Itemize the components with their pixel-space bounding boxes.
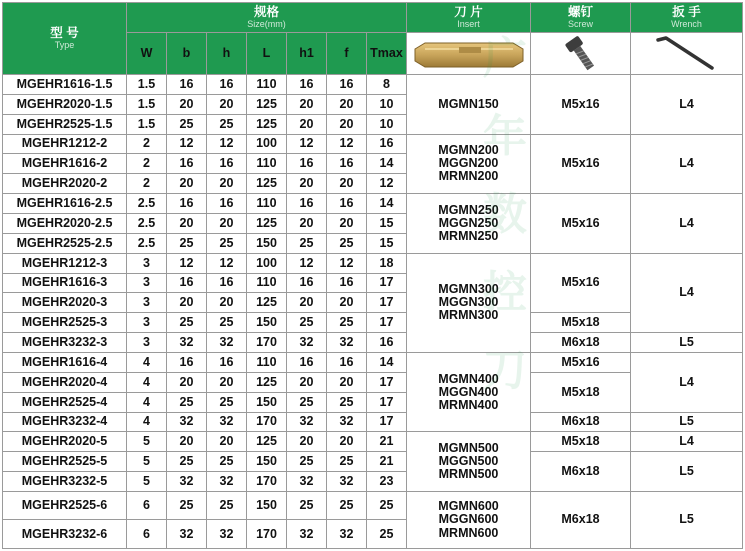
row-tmax: 10 — [367, 114, 407, 134]
row-h: 25 — [207, 114, 247, 134]
row-f: 16 — [327, 154, 367, 174]
row-w: 3 — [127, 293, 167, 313]
row-h: 32 — [207, 412, 247, 432]
type-header-cn: 型 号 — [50, 25, 79, 40]
row-f: 20 — [327, 174, 367, 194]
row-type: MGEHR1616-4 — [3, 353, 127, 373]
row-f: 12 — [327, 253, 367, 273]
row-f: 32 — [327, 412, 367, 432]
row-type: MGEHR2525-3 — [3, 313, 127, 333]
row-w: 6 — [127, 492, 167, 520]
row-type: MGEHR1616-1.5 — [3, 75, 127, 95]
col-header-f: f — [327, 33, 367, 75]
screw-cell: M6x18 — [531, 412, 631, 432]
insert-name: MGGN400 — [438, 384, 499, 399]
row-b: 16 — [167, 154, 207, 174]
row-tmax: 25 — [367, 520, 407, 549]
row-h: 12 — [207, 134, 247, 154]
row-type: MGEHR1616-2 — [3, 154, 127, 174]
row-type: MGEHR2020-2.5 — [3, 214, 127, 234]
insert-cell — [407, 75, 531, 135]
row-w: 5 — [127, 452, 167, 472]
row-h: 25 — [207, 452, 247, 472]
row-type: MGEHR1212-3 — [3, 253, 127, 273]
row-l: 110 — [247, 75, 287, 95]
insert-name: MRMN250 — [438, 229, 499, 243]
row-type: MGEHR2525-2.5 — [3, 233, 127, 253]
insert-blade-icon — [411, 37, 527, 71]
row-tmax: 14 — [367, 154, 407, 174]
row-w: 1.5 — [127, 75, 167, 95]
row-h1: 20 — [287, 94, 327, 114]
wrench-cell: L4 — [631, 134, 743, 194]
col-header-h1: h1 — [287, 33, 327, 75]
screw-cell: M6x18 — [531, 492, 631, 549]
screw-cell: M6x18 — [531, 333, 631, 353]
row-h1: 25 — [287, 233, 327, 253]
row-l: 110 — [247, 273, 287, 293]
row-f: 20 — [327, 214, 367, 234]
screw-cell: M5x18 — [531, 432, 631, 452]
row-h: 16 — [207, 154, 247, 174]
insert-header-cn: 刀 片 — [454, 4, 483, 19]
row-w: 3 — [127, 273, 167, 293]
row-l: 100 — [247, 253, 287, 273]
screw-cell: M5x16 — [531, 253, 631, 313]
wrench-cell: L5 — [631, 412, 743, 432]
row-type: MGEHR2020-5 — [3, 432, 127, 452]
type-header — [3, 3, 127, 75]
col-header-w: W — [127, 33, 167, 75]
row-f: 16 — [327, 194, 367, 214]
screw-cell: M6x18 — [531, 452, 631, 492]
row-w: 2.5 — [127, 194, 167, 214]
insert-header — [407, 3, 531, 33]
wrench-cell: L5 — [631, 333, 743, 353]
row-b: 20 — [167, 214, 207, 234]
row-w: 5 — [127, 432, 167, 452]
row-l: 125 — [247, 293, 287, 313]
watermark-text: 年数控刀 — [483, 111, 527, 396]
row-h: 25 — [207, 313, 247, 333]
insert-name: MGMN600 — [438, 499, 499, 514]
row-h1: 12 — [287, 134, 327, 154]
row-f: 32 — [327, 520, 367, 549]
row-f: 20 — [327, 372, 367, 392]
row-tmax: 15 — [367, 233, 407, 253]
row-h: 20 — [207, 372, 247, 392]
row-f: 25 — [327, 313, 367, 333]
row-h1: 25 — [287, 313, 327, 333]
row-tmax: 17 — [367, 273, 407, 293]
wrench-cell: L4 — [631, 194, 743, 254]
row-b: 32 — [167, 333, 207, 353]
row-tmax: 16 — [367, 134, 407, 154]
insert-name: MRMN500 — [438, 467, 499, 482]
insert-name: MGGN500 — [438, 454, 499, 469]
row-l: 125 — [247, 214, 287, 234]
row-w: 2.5 — [127, 233, 167, 253]
insert-name: MRMN200 — [438, 169, 499, 184]
row-b: 20 — [167, 372, 207, 392]
row-l: 125 — [247, 174, 287, 194]
row-w: 4 — [127, 353, 167, 373]
col-header-tmax: Tmax — [367, 33, 407, 75]
row-f: 20 — [327, 114, 367, 134]
row-h1: 32 — [287, 412, 327, 432]
row-h1: 25 — [287, 392, 327, 412]
row-f: 25 — [327, 233, 367, 253]
row-b: 16 — [167, 194, 207, 214]
row-h1: 20 — [287, 114, 327, 134]
screw-picture — [531, 33, 631, 75]
row-w: 2.5 — [127, 214, 167, 234]
wrench-cell: L4 — [631, 253, 743, 332]
wrench-header-en: Wrench — [671, 18, 702, 29]
row-f: 20 — [327, 432, 367, 452]
row-l: 150 — [247, 392, 287, 412]
row-tmax: 21 — [367, 432, 407, 452]
row-h: 12 — [207, 253, 247, 273]
row-h: 25 — [207, 233, 247, 253]
insert-name: MGMN150 — [438, 96, 499, 111]
insert-cell — [407, 432, 531, 492]
row-b: 25 — [167, 233, 207, 253]
insert-name: MGGN300 — [438, 295, 499, 310]
row-h1: 20 — [287, 174, 327, 194]
row-type: MGEHR1212-2 — [3, 134, 127, 154]
row-f: 25 — [327, 392, 367, 412]
wrench-cell: L4 — [631, 432, 743, 452]
insert-name: MGMN200 — [438, 143, 499, 158]
row-w: 2 — [127, 174, 167, 194]
row-h1: 25 — [287, 452, 327, 472]
screw-cell: M5x18 — [531, 372, 631, 412]
row-l: 110 — [247, 194, 287, 214]
row-f: 20 — [327, 293, 367, 313]
row-h: 20 — [207, 174, 247, 194]
row-b: 16 — [167, 75, 207, 95]
insert-name: MGGN600 — [438, 512, 499, 527]
row-tmax: 8 — [367, 75, 407, 95]
row-type: MGEHR2020-3 — [3, 293, 127, 313]
row-w: 6 — [127, 520, 167, 549]
insert-cell — [407, 353, 531, 432]
wrench-cell: L4 — [631, 75, 743, 135]
row-type: MGEHR2020-1.5 — [3, 94, 127, 114]
row-h1: 12 — [287, 253, 327, 273]
hex-wrench-icon — [652, 34, 722, 74]
hex-screw-icon — [558, 35, 604, 73]
row-tmax: 17 — [367, 412, 407, 432]
row-l: 125 — [247, 372, 287, 392]
row-h1: 16 — [287, 154, 327, 174]
screw-cell: M5x16 — [531, 194, 631, 254]
row-l: 125 — [247, 94, 287, 114]
insert-cell — [407, 253, 531, 352]
insert-name: MRMN300 — [438, 308, 499, 323]
row-b: 25 — [167, 313, 207, 333]
row-h: 20 — [207, 214, 247, 234]
row-l: 170 — [247, 333, 287, 353]
row-f: 16 — [327, 75, 367, 95]
row-l: 150 — [247, 233, 287, 253]
row-b: 25 — [167, 492, 207, 520]
row-b: 25 — [167, 452, 207, 472]
type-header-en: Type — [54, 39, 75, 50]
row-h1: 20 — [287, 432, 327, 452]
row-l: 150 — [247, 313, 287, 333]
row-f: 32 — [327, 472, 367, 492]
row-h: 32 — [207, 520, 247, 549]
row-type: MGEHR2525-6 — [3, 492, 127, 520]
row-type: MGEHR3232-6 — [3, 520, 127, 549]
row-b: 25 — [167, 114, 207, 134]
row-h1: 25 — [287, 492, 327, 520]
screw-header-cn: 螺钉 — [568, 4, 594, 19]
row-l: 125 — [247, 432, 287, 452]
row-w: 3 — [127, 253, 167, 273]
row-f: 20 — [327, 94, 367, 114]
row-f: 25 — [327, 492, 367, 520]
row-h: 20 — [207, 293, 247, 313]
row-h1: 20 — [287, 293, 327, 313]
row-l: 170 — [247, 520, 287, 549]
row-tmax: 10 — [367, 94, 407, 114]
row-b: 20 — [167, 293, 207, 313]
row-tmax: 18 — [367, 253, 407, 273]
row-f: 16 — [327, 353, 367, 373]
insert-name: MGGN250 — [438, 215, 499, 230]
row-type: MGEHR2020-2 — [3, 174, 127, 194]
row-w: 2 — [127, 154, 167, 174]
row-type: MGEHR2525-4 — [3, 392, 127, 412]
row-l: 150 — [247, 492, 287, 520]
row-tmax: 14 — [367, 353, 407, 373]
row-b: 32 — [167, 520, 207, 549]
row-tmax: 15 — [367, 214, 407, 234]
row-b: 12 — [167, 134, 207, 154]
row-w: 5 — [127, 472, 167, 492]
col-header-l: L — [247, 33, 287, 75]
row-b: 20 — [167, 432, 207, 452]
insert-name: MRMN400 — [438, 397, 499, 412]
row-tmax: 12 — [367, 174, 407, 194]
row-b: 20 — [167, 174, 207, 194]
insert-name: MGMN400 — [438, 371, 499, 386]
row-l: 110 — [247, 353, 287, 373]
row-h: 16 — [207, 273, 247, 293]
row-l: 110 — [247, 154, 287, 174]
insert-cell — [407, 492, 531, 549]
row-h1: 32 — [287, 472, 327, 492]
insert-name: MGMN250 — [438, 202, 499, 217]
wrench-cell: L5 — [631, 452, 743, 492]
row-h: 16 — [207, 75, 247, 95]
row-b: 32 — [167, 412, 207, 432]
row-h: 16 — [207, 194, 247, 214]
row-l: 170 — [247, 412, 287, 432]
wrench-cell: L4 — [631, 353, 743, 413]
row-tmax: 23 — [367, 472, 407, 492]
row-type: MGEHR2020-4 — [3, 372, 127, 392]
row-h1: 16 — [287, 194, 327, 214]
screw-header-en: Screw — [568, 18, 594, 29]
row-h1: 16 — [287, 273, 327, 293]
row-w: 4 — [127, 392, 167, 412]
row-h1: 32 — [287, 333, 327, 353]
row-h: 25 — [207, 392, 247, 412]
row-h: 20 — [207, 94, 247, 114]
row-tmax: 21 — [367, 452, 407, 472]
screw-cell: M5x16 — [531, 75, 631, 135]
wrench-header-cn: 扳 手 — [672, 4, 701, 19]
row-tmax: 16 — [367, 333, 407, 353]
row-f: 12 — [327, 134, 367, 154]
row-w: 3 — [127, 313, 167, 333]
screw-header — [531, 3, 631, 33]
row-f: 25 — [327, 452, 367, 472]
row-h1: 20 — [287, 372, 327, 392]
row-tmax: 17 — [367, 313, 407, 333]
row-w: 3 — [127, 333, 167, 353]
row-h1: 20 — [287, 214, 327, 234]
row-f: 16 — [327, 273, 367, 293]
insert-name: MGMN500 — [438, 441, 499, 456]
screw-cell: M5x16 — [531, 353, 631, 373]
row-type: MGEHR3232-5 — [3, 472, 127, 492]
row-tmax: 14 — [367, 194, 407, 214]
row-type: MGEHR3232-4 — [3, 412, 127, 432]
row-h: 25 — [207, 492, 247, 520]
insert-name: MGGN200 — [438, 156, 499, 171]
screw-cell: M5x18 — [531, 313, 631, 333]
row-b: 16 — [167, 273, 207, 293]
row-l: 150 — [247, 452, 287, 472]
row-f: 32 — [327, 333, 367, 353]
row-l: 100 — [247, 134, 287, 154]
row-b: 32 — [167, 472, 207, 492]
row-h1: 16 — [287, 75, 327, 95]
row-w: 4 — [127, 412, 167, 432]
size-header-en: Size(mm) — [247, 18, 286, 29]
row-h: 32 — [207, 472, 247, 492]
row-w: 1.5 — [127, 94, 167, 114]
row-h1: 32 — [287, 520, 327, 549]
row-w: 1.5 — [127, 114, 167, 134]
row-l: 170 — [247, 472, 287, 492]
row-h: 32 — [207, 333, 247, 353]
row-type: MGEHR1616-3 — [3, 273, 127, 293]
insert-cell — [407, 194, 531, 254]
wrench-cell: L5 — [631, 492, 743, 549]
spec-table — [2, 2, 743, 549]
row-tmax: 17 — [367, 392, 407, 412]
row-type: MGEHR1616-2.5 — [3, 194, 127, 214]
row-h1: 16 — [287, 353, 327, 373]
size-header — [127, 3, 407, 33]
row-l: 125 — [247, 114, 287, 134]
row-tmax: 25 — [367, 492, 407, 520]
row-type: MGEHR2525-1.5 — [3, 114, 127, 134]
row-type: MGEHR2525-5 — [3, 452, 127, 472]
size-header-cn: 规格 — [254, 4, 280, 19]
insert-header-en: Insert — [457, 18, 480, 29]
row-b: 12 — [167, 253, 207, 273]
row-tmax: 17 — [367, 293, 407, 313]
row-h: 16 — [207, 353, 247, 373]
wrench-header — [631, 3, 743, 33]
insert-picture — [407, 33, 531, 75]
row-b: 25 — [167, 392, 207, 412]
wrench-picture — [631, 33, 743, 75]
insert-name: MRMN600 — [438, 525, 499, 540]
row-tmax: 17 — [367, 372, 407, 392]
row-w: 2 — [127, 134, 167, 154]
row-h: 20 — [207, 432, 247, 452]
row-b: 16 — [167, 353, 207, 373]
row-w: 4 — [127, 372, 167, 392]
insert-cell — [407, 134, 531, 194]
row-type: MGEHR3232-3 — [3, 333, 127, 353]
col-header-b: b — [167, 33, 207, 75]
col-header-h: h — [207, 33, 247, 75]
insert-name: MGMN300 — [438, 282, 499, 297]
row-b: 20 — [167, 94, 207, 114]
screw-cell: M5x16 — [531, 134, 631, 194]
